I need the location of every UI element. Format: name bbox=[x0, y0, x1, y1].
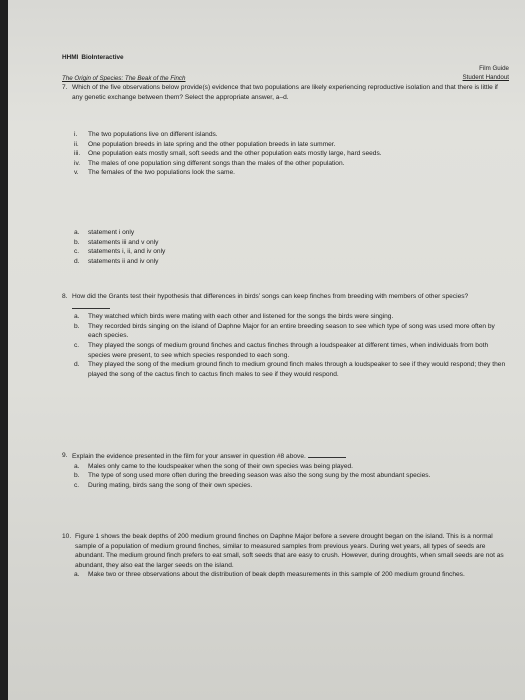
question-text: Which of the five observations below provide(s) evidence that two populations are likely experiencing reproductive isolation and that there is little if any genetic exchange between them? Select the appropriate answer, a–d. bbox=[72, 84, 498, 101]
question-number: 7. bbox=[62, 84, 68, 91]
answer-option[interactable]: b. They recorded birds singing on the island of Daphne Major for an entire breeding season to see which type of song was used more often by each species. bbox=[74, 322, 495, 340]
q7-observations bbox=[62, 130, 507, 178]
handout-page bbox=[8, 0, 525, 700]
hhmi-logo: HHMI bbox=[62, 54, 79, 61]
question-number: 8. bbox=[62, 293, 68, 300]
answer-option[interactable]: d. statements ii and iv only bbox=[74, 257, 159, 265]
answer-option[interactable]: b. statements iii and v only bbox=[74, 238, 159, 246]
question-text: Explain the evidence presented in the film for your answer in question #8 above. bbox=[72, 451, 507, 462]
question-10 bbox=[62, 532, 507, 580]
brand-name: BioInteractive bbox=[81, 54, 124, 61]
sub-question: a. Make two or three observations about the distribution of beak depth measurements in this sample of 200 medium ground finches. bbox=[74, 571, 465, 579]
question-number: 9. bbox=[62, 452, 68, 459]
observation-item: iii. One population eats mostly small, soft seeds and the other population eats mostly large, hard seeds. bbox=[74, 150, 382, 158]
answer-option[interactable]: c. During mating, birds sang the song of their own species. bbox=[74, 481, 253, 489]
brand-header bbox=[62, 53, 124, 63]
q7-options bbox=[62, 228, 507, 266]
answer-option[interactable]: a. statement i only bbox=[74, 229, 135, 236]
question-7 bbox=[62, 83, 507, 102]
answer-blank[interactable] bbox=[308, 451, 346, 458]
answer-option[interactable]: a. Males only came to the loudspeaker when the song of their own species was being played. bbox=[74, 462, 354, 470]
handout-label bbox=[463, 64, 509, 82]
film-guide-label: Film Guide bbox=[479, 65, 509, 72]
question-9 bbox=[62, 451, 507, 490]
film-title: The Origin of Species: The Beak of the Finch bbox=[62, 75, 186, 82]
question-8 bbox=[62, 292, 507, 379]
observation-item: i. The two populations live on different islands. bbox=[74, 131, 218, 138]
question-text: Figure 1 shows the beak depths of 200 medium ground finches on Daphne Major before a severe drought began on the island. This is a normal sample of a population of medium ground finches, similar to measured samples from previous years. During wet years, all types of seeds are abundant. The medium ground finch prefers to eat small, soft seeds that are easy to crush. However, during droughts, when small seeds are not as abundant, they also eat the larger seeds on the island. bbox=[75, 533, 504, 569]
answer-option[interactable]: a. They watched which birds were mating with each other and listened for the songs the birds were singing. bbox=[74, 313, 394, 321]
answer-option[interactable]: c. They played the songs of medium ground finches and cactus finches through a loudspeaker at different times, when individuals from both species were present, to see which species responded to each song. bbox=[74, 341, 489, 359]
question-number: 10. bbox=[62, 533, 72, 540]
observation-item: iv. The males of one population sing different songs than the males of the other population. bbox=[74, 159, 345, 167]
answer-blank[interactable] bbox=[72, 302, 110, 309]
student-handout-label: Student Handout bbox=[462, 74, 509, 81]
answer-option[interactable]: c. statements i, ii, and iv only bbox=[74, 248, 166, 256]
answer-option[interactable]: d. They played the song of the medium ground finch to medium ground finch males through a loudspeaker to see if they would respond; they then played the song of the cactus finch to cactus finch males to see if they would respond. bbox=[74, 361, 506, 378]
question-text: How did the Grants test their hypothesis that differences in birds’ songs can keep finches from breeding with members of other species? bbox=[72, 292, 507, 312]
answer-option[interactable]: b. The type of song used more often during the breeding season was also the song sung by the most abundant species. bbox=[74, 472, 431, 480]
observation-item: ii. One population breeds in late spring and the other population breeds in late summer. bbox=[74, 140, 336, 148]
observation-item: v. The females of the two populations look the same. bbox=[74, 169, 235, 177]
